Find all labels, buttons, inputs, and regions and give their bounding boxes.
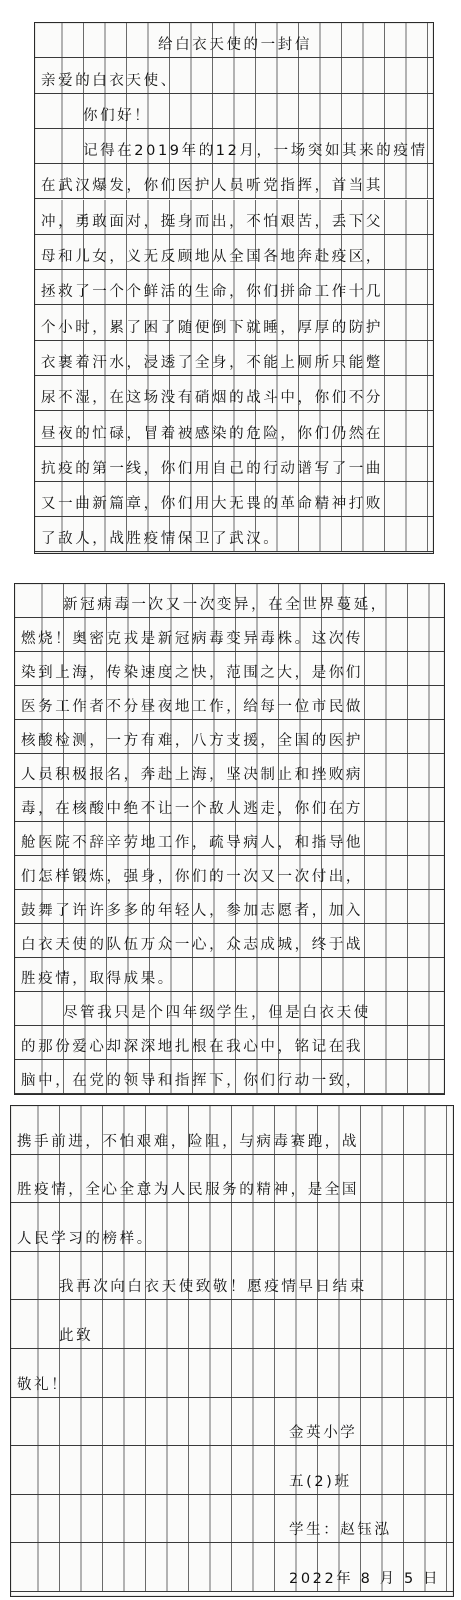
handwritten-line-text: 医务工作者不分昼夜地工作，给每一位市民做 xyxy=(21,699,363,715)
page3-line xyxy=(11,1203,453,1252)
handwritten-line-text: 冲，勇敢面对，挺身而出，不怕艰苦，丢下父 xyxy=(41,213,383,230)
page1-line xyxy=(35,447,433,482)
handwritten-line-text: 携手前进，不怕艰难，险阻，与病毒赛跑，战 xyxy=(17,1133,359,1150)
page1-line xyxy=(35,94,433,129)
handwritten-line-text: 脑中，在党的领导和指挥下，你们行动一致， xyxy=(21,1073,363,1089)
handwritten-line-text: 鼓舞了许许多多的年轻人，参加志愿者，加入 xyxy=(21,903,363,919)
handwritten-line-text: 核酸检测，一方有难，八方支援，全国的医护 xyxy=(21,733,363,749)
page2-line xyxy=(15,992,444,1026)
page2-line xyxy=(15,1026,444,1060)
page3-line xyxy=(11,1349,453,1398)
page1-line xyxy=(35,376,433,411)
handwritten-line-text: 个小时，累了困了随便倒下就睡，厚厚的防护 xyxy=(41,319,383,336)
page2-line xyxy=(15,856,444,890)
handwritten-line-text: 你们好！ xyxy=(83,107,152,124)
handwritten-line-text: 毒，在核酸中绝不让一个敌人逃走，你们在方 xyxy=(21,801,363,817)
page2-line xyxy=(15,686,444,720)
page3-line xyxy=(11,1155,453,1204)
page2-line xyxy=(15,754,444,788)
page-1-rows xyxy=(35,23,433,553)
page3-line xyxy=(11,1300,453,1349)
handwritten-line-text: 燃烧！奥密克戎是新冠病毒变异毒株。这次传 xyxy=(21,631,363,647)
page1-line xyxy=(35,341,433,376)
handwritten-line-text: 记得在2019年的12月，一场突如其来的疫情 xyxy=(83,143,428,160)
handwritten-line-text: 我再次向白衣天使致敬！愿疫情早日结束 xyxy=(59,1279,367,1296)
page2-line xyxy=(15,788,444,822)
handwritten-line-text: 金英小学 xyxy=(289,1425,358,1442)
handwritten-line-text: 衣裹着汗水，浸透了全身，不能上厕所只能蹩 xyxy=(41,354,383,371)
page3-line xyxy=(11,1252,453,1301)
handwritten-line-text: 学生：赵钰泓 xyxy=(289,1522,392,1539)
handwritten-line-text: 染到上海，传染速度之快，范围之大，是你们 xyxy=(21,665,363,681)
page2-line xyxy=(15,924,444,958)
page1-line xyxy=(35,235,433,270)
handwritten-line-text: 又一曲新篇章，你们用大无畏的革命精神打败 xyxy=(41,496,383,513)
page1-line xyxy=(35,482,433,517)
handwritten-line-text: 五(2)班 xyxy=(289,1473,352,1490)
handwritten-line-text: 敬礼！ xyxy=(17,1376,69,1393)
handwritten-line-text: 昼夜的忙碌，冒着被感染的危险，你们仍然在 xyxy=(41,425,383,442)
page2-line xyxy=(15,618,444,652)
handwritten-line-text: 抗疫的第一线，你们用自己的行动谱写了一曲 xyxy=(41,460,383,477)
page2-line xyxy=(15,652,444,686)
page-3-rows xyxy=(11,1106,453,1596)
page2-line xyxy=(15,890,444,924)
handwritten-line-text: 亲爱的白衣天使、 xyxy=(41,72,178,89)
handwritten-line-text: 新冠病毒一次又一次变异，在全世界蔓延， xyxy=(63,597,388,613)
letter-page-1 xyxy=(34,22,434,554)
handwritten-line-text: 给白衣天使的一封信 xyxy=(158,37,312,54)
handwritten-line-text: 胜疫情，取得成果。 xyxy=(21,971,175,987)
handwritten-line-text: 尿不湿，在这场没有硝烟的战斗中，你们不分 xyxy=(41,390,383,407)
page3-line xyxy=(11,1398,453,1447)
handwritten-line-text: 此致 xyxy=(59,1327,94,1344)
handwritten-line-text: 人民学习的榜样。 xyxy=(17,1230,154,1247)
page1-line xyxy=(35,200,433,235)
handwritten-line-text: 的那份爱心却深深地扎根在我心中，铭记在我 xyxy=(21,1039,363,1055)
page1-line xyxy=(35,164,433,199)
handwritten-line-text: 舱医院不辞辛劳地工作，疏导病人，和指导他 xyxy=(21,835,363,851)
page1-line xyxy=(35,129,433,164)
page2-line xyxy=(15,584,444,618)
handwritten-line-text: 2022年 8 月 5 日 xyxy=(289,1570,441,1587)
page1-line xyxy=(35,411,433,446)
handwritten-line-text: 白衣天使的队伍万众一心，众志成城，终于战 xyxy=(21,937,363,953)
page1-line xyxy=(35,305,433,340)
page1-line xyxy=(35,270,433,305)
handwritten-line-text: 母和儿女，义无反顾地从全国各地奔赴疫区， xyxy=(41,249,383,266)
letter-page-3 xyxy=(10,1105,454,1597)
page2-line xyxy=(15,1060,444,1094)
page-2-rows xyxy=(15,584,444,1094)
page3-line xyxy=(11,1446,453,1495)
handwritten-line-text: 拯救了一个个鲜活的生命，你们拼命工作十几 xyxy=(41,284,383,301)
page2-line xyxy=(15,958,444,992)
page1-line xyxy=(35,23,433,58)
page2-line xyxy=(15,822,444,856)
page2-line xyxy=(15,720,444,754)
page1-line xyxy=(35,58,433,93)
letter-page-2 xyxy=(14,583,445,1095)
handwritten-line-text: 们怎样锻炼，强身，你们的一次又一次付出， xyxy=(21,869,363,885)
page1-line xyxy=(35,517,433,552)
page3-line xyxy=(11,1495,453,1544)
handwritten-line-text: 尽管我只是个四年级学生，但是白衣天使 xyxy=(63,1005,371,1021)
handwritten-line-text: 人员积极报名，奔赴上海，坚决制止和挫败病 xyxy=(21,767,363,783)
handwritten-line-text: 在武汉爆发，你们医护人员听党指挥，首当其 xyxy=(41,178,383,195)
handwritten-line-text: 胜疫情，全心全意为人民服务的精神，是全国 xyxy=(17,1182,359,1199)
page3-line xyxy=(11,1543,453,1592)
page3-line xyxy=(11,1106,453,1155)
handwritten-line-text: 了敌人，战胜疫情保卫了武汉。 xyxy=(41,531,281,548)
